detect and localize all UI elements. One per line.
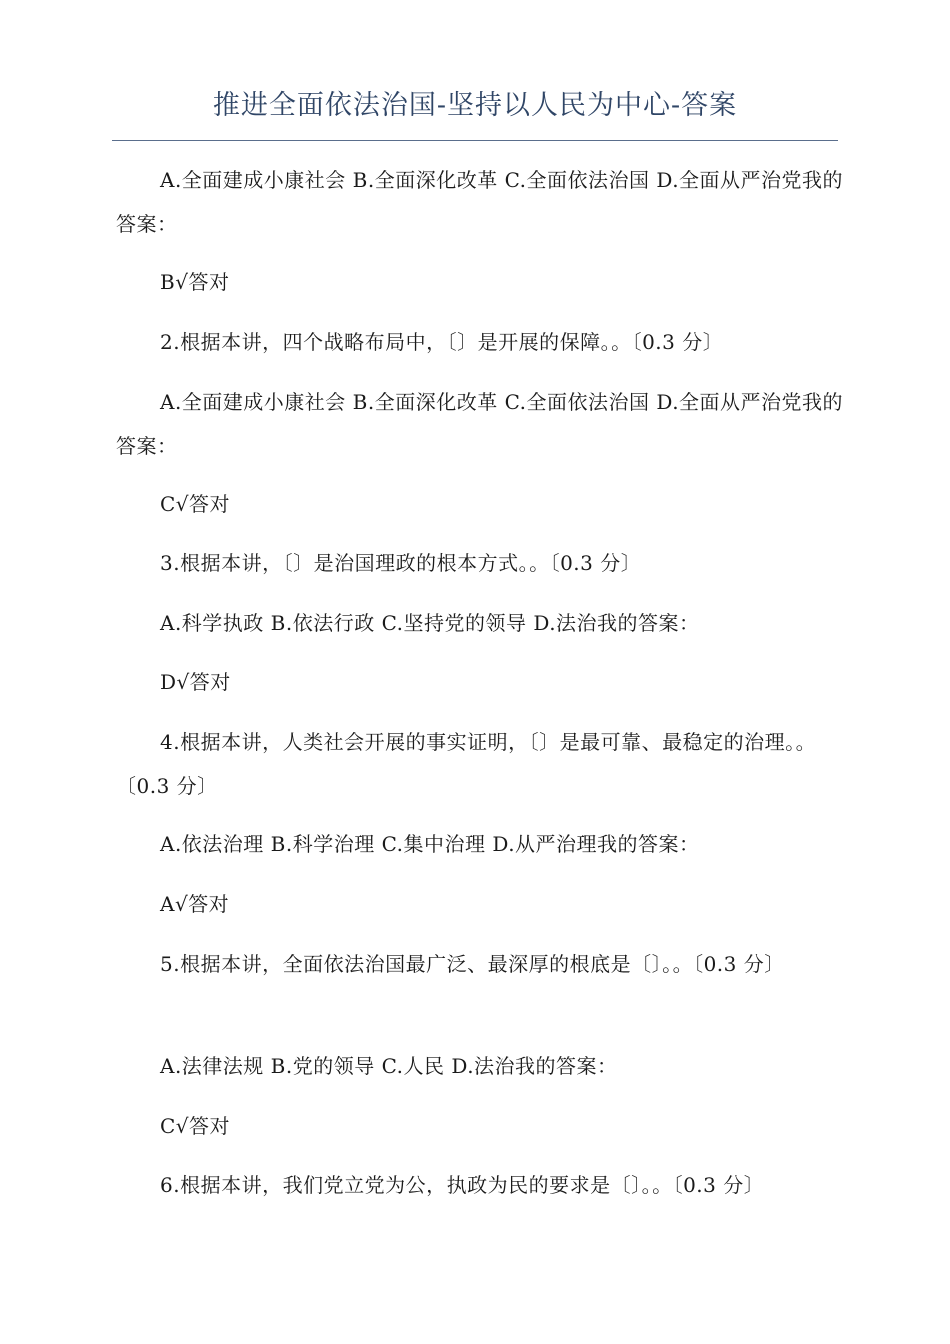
question-5-text: 5.根据本讲，全面依法治国最广泛、最深厚的根底是〔〕。。〔0.3 分〕 [160,952,785,976]
question-1-options: A.全面建成小康社会 B.全面深化改革 C.全面依法治国 D.全面从严治党我的答案： [116,168,844,236]
document-title: 推进全面依法治国-坚持以人民为中心-答案 [212,90,738,121]
question-4-answer: A√答对 [160,892,230,916]
question-2-options: A.全面建成小康社会 B.全面深化改革 C.全面依法治国 D.全面从严治党我的答案： [116,390,844,458]
question-4-options: A.依法治理 B.科学治理 C.集中治理 D.从严治理我的答案： [160,832,700,856]
question-5-answer: C√答对 [160,1114,231,1138]
question-5-options: A.法律法规 B.党的领导 C.人民 D.法治我的答案： [160,1054,618,1078]
question-3-text: 3.根据本讲，〔〕是治国理政的根本方式。。〔0.3 分〕 [160,551,642,575]
question-3-answer: D√答对 [160,670,231,694]
question-2-answer: C√答对 [160,492,231,516]
question-6-text: 6.根据本讲，我们党立党为公，执政为民的要求是〔〕。。〔0.3 分〕 [160,1173,765,1197]
question-4-text: 4.根据本讲，人类社会开展的事实证明，〔〕是最可靠、最稳定的治理。。〔0.3 分〕 [116,730,817,798]
question-1-answer: B√答对 [160,270,230,294]
question-3-options: A.科学执政 B.依法行政 C.坚持党的领导 D.法治我的答案： [160,611,700,635]
title-divider [112,140,838,141]
question-2-text: 2.根据本讲，四个战略布局中，〔〕是开展的保障。。〔0.3 分〕 [160,330,724,354]
